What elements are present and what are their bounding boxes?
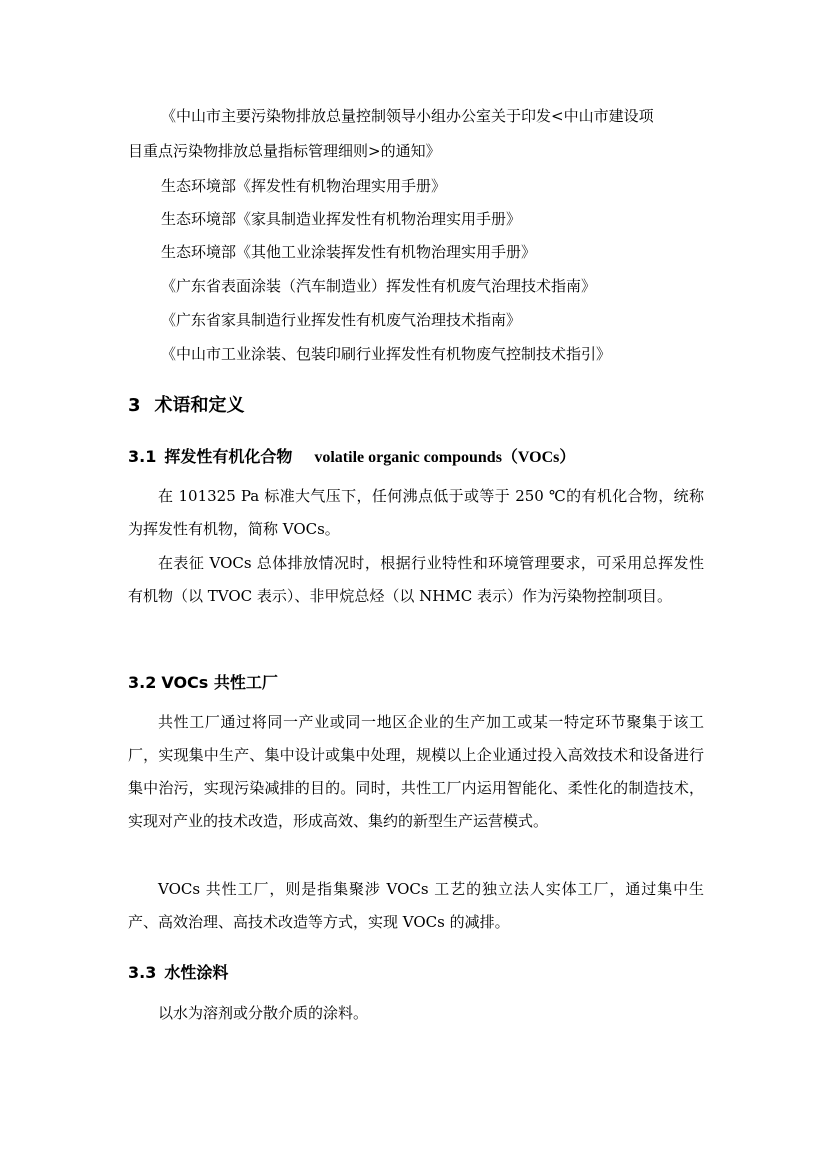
reference-line-5: 《广东省表面涂装（汽车制造业）挥发性有机废气治理技术指南》 [161,277,597,295]
paragraph-3-1-a: 在 101325 Pa 标准大气压下，任何沸点低于或等于 250 ℃的有机化合物，统称为挥发性有机物，简称 VOCs。 [128,487,704,538]
subsection-title-en: volatile organic compounds（VOCs） [314,449,576,466]
subsection-heading-3-1 [128,446,575,469]
subsection-heading-3-2 [128,672,278,694]
reference-line-3: 生态环境部《家具制造业挥发性有机物治理实用手册》 [161,210,522,228]
subsection-heading-3-3 [128,962,228,984]
paragraph-3-2-b: VOCs 共性工厂，则是指集聚涉 VOCs 工艺的独立法人实体工厂，通过集中生产、高效治理、高技术改造等方式，实现 VOCs 的减排。 [128,880,704,931]
reference-line-7: 《中山市工业涂装、包装印刷行业挥发性有机物废气控制技术指引》 [161,345,612,363]
reference-line-2: 生态环境部《挥发性有机物治理实用手册》 [161,177,447,195]
section-number: 3 [128,395,141,416]
reference-line-1: 《中山市主要污染物排放总量控制领导小组办公室关于印发<中山市建设项 [161,107,654,125]
paragraph-3-1-b: 在表征 VOCs 总体排放情况时，根据行业特性和环境管理要求，可采用总挥发性有机物（以 TVOC 表示）、非甲烷总烃（以 NHMC 表示）作为污染物控制项目。 [128,554,704,605]
subsection-number: 3.2 [128,673,157,692]
paragraph-3-2-a: 共性工厂通过将同一产业或同一地区企业的生产加工或某一特定环节聚集于该工厂，实现集中生产、集中设计或集中处理，规模以上企业通过投入高效技术和设备进行集中治污，实现污染减排的目的。同时，共性工厂内运用智能化、柔性化的制造技术，实现对产业的技术改造，形成高效、集约的新型生产运营模式。 [128,713,704,830]
subsection-number: 3.1 [128,447,157,466]
subsection-number: 3.3 [128,963,157,982]
reference-line-4: 生态环境部《其他工业涂装挥发性有机物治理实用手册》 [161,243,537,261]
reference-line-1-cont: 目重点污染物排放总量指标管理细则>的通知》 [128,142,441,160]
section-title: 术语和定义 [154,395,245,416]
paragraph-3-3-a: 以水为溶剂或分散介质的涂料。 [158,1004,369,1022]
subsection-title: 水性涂料 [164,963,229,982]
subsection-title-cn: 挥发性有机化合物 [164,447,293,466]
subsection-title: VOCs 共性工厂 [161,673,278,692]
section-heading-3 [128,394,245,418]
reference-line-6: 《广东省家具制造行业挥发性有机废气治理技术指南》 [161,311,522,329]
